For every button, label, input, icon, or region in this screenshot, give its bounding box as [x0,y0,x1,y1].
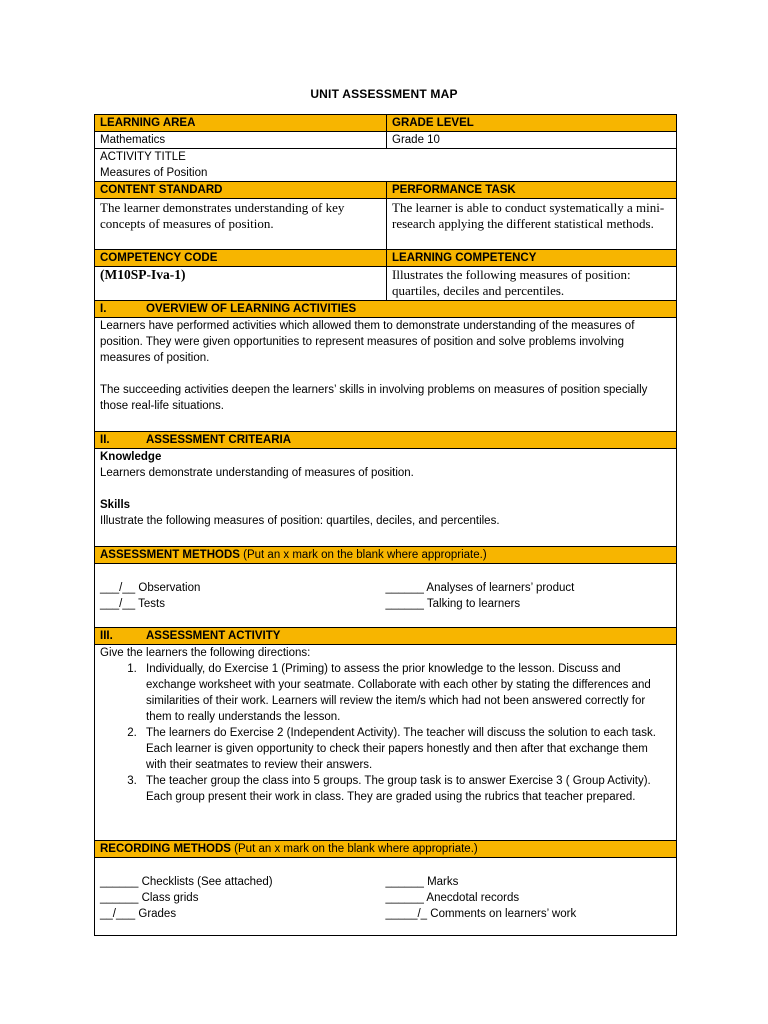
knowledge-text: Learners demonstrate understanding of measures of position. [100,467,414,479]
assessment-methods-body [95,564,677,628]
activity-section-number: III. [100,630,113,642]
criteria-number: II. [100,434,110,446]
overview-number: I. [100,303,107,315]
performance-task-value: The learner is able to conduct systematically a mini-research applying the different statistical methods. [387,199,677,250]
activity-section-body [95,645,677,841]
grade-level-value: Grade 10 [387,132,677,149]
record-anecdotal[interactable]: ______ Anecdotal records [385,892,520,904]
activity-title-label: ACTIVITY TITLE [100,151,186,163]
learning-area-label: LEARNING AREA [95,115,387,132]
criteria-title: ASSESSMENT CRITEARIA [146,434,292,446]
recording-methods-note: (Put an x mark on the blank where appropriate.) [230,843,478,855]
method-talking-learners[interactable]: ______ Talking to learners [385,598,521,610]
activity-section-title: ASSESSMENT ACTIVITY [146,630,281,642]
overview-paragraph-2: The succeeding activities deepen the learners’ skills in involving problems on measures of position specially those real-life situations. [100,384,648,412]
criteria-header [95,432,677,449]
activity-item-3: 3. The teacher group the class into 5 groups. The group task is to answer Exercise 3 ( Group Activity). Each group present their work in class. They are graded using the rubrics that teacher prepared. [140,773,671,805]
document-title: UNIT ASSESSMENT MAP [310,87,458,101]
record-checklists[interactable]: ______ Checklists (See attached) [100,876,273,888]
performance-task-label: PERFORMANCE TASK [387,182,677,199]
record-grades[interactable]: __/___ Grades [100,908,177,920]
activity-item-1: 1. Individually, do Exercise 1 (Priming) to assess the prior knowledge to the lesson. Discuss and exchange worksheet with your seatmate. Collaborate with each other by stating the differences and similarities of their work. Learners will review the item/s which had not been answered correctly for them to really understands the lesson. [140,661,671,725]
method-tests[interactable]: ___/__ Tests [100,598,166,610]
overview-title: OVERVIEW OF LEARNING ACTIVITIES [146,303,357,315]
record-marks[interactable]: ______ Marks [385,876,459,888]
activity-title-cell [95,149,677,182]
criteria-body [95,449,677,547]
activity-title-value: Measures of Position [100,167,208,179]
assessment-methods-header [95,547,677,564]
activity-intro: Give the learners the following directions: [100,647,311,659]
content-standard-label: CONTENT STANDARD [95,182,387,199]
assessment-map-table [94,114,677,936]
skills-label: Skills [100,499,131,511]
grade-level-label: GRADE LEVEL [387,115,677,132]
overview-header [95,301,677,318]
assessment-methods-title: ASSESSMENT METHODS [100,549,240,561]
assessment-methods-note: (Put an x mark on the blank where appropriate.) [239,549,487,561]
competency-code-label: COMPETENCY CODE [95,250,387,267]
method-analyses-product[interactable]: ______ Analyses of learners’ product [385,582,575,594]
content-standard-value: The learner demonstrates understanding of key concepts of measures of position. [95,199,387,250]
activity-item-2: 2. The learners do Exercise 2 (Independent Activity). The teacher will discuss the solution to each task. Each learner is given opportunity to check their papers honestly and then after that exchange them with their seatmates to review their answers. [140,725,671,773]
record-comments[interactable]: _____/_ Comments on learners’ work [385,908,577,920]
record-class-grids[interactable]: ______ Class grids [100,892,199,904]
competency-code-value: (M10SP-Iva-1) [95,267,387,301]
recording-methods-body [95,858,677,936]
overview-paragraph-1: Learners have performed activities which allowed them to demonstrate understanding of the measures of position. They were given opportunities to represent measures of position and solve problems involving measures of position. [100,320,635,364]
knowledge-label: Knowledge [100,451,162,463]
overview-body [95,318,677,432]
learning-competency-label: LEARNING COMPETENCY [387,250,677,267]
method-observation[interactable]: ___/__ Observation [100,582,201,594]
recording-methods-header [95,841,677,858]
activity-list [100,661,671,805]
learning-area-value: Mathematics [95,132,387,149]
recording-methods-title: RECORDING METHODS [100,843,231,855]
activity-section-header [95,628,677,645]
skills-text: Illustrate the following measures of position: quartiles, deciles, and percentiles. [100,515,500,527]
learning-competency-value: Illustrates the following measures of position: quartiles, deciles and percentiles. [387,267,677,301]
